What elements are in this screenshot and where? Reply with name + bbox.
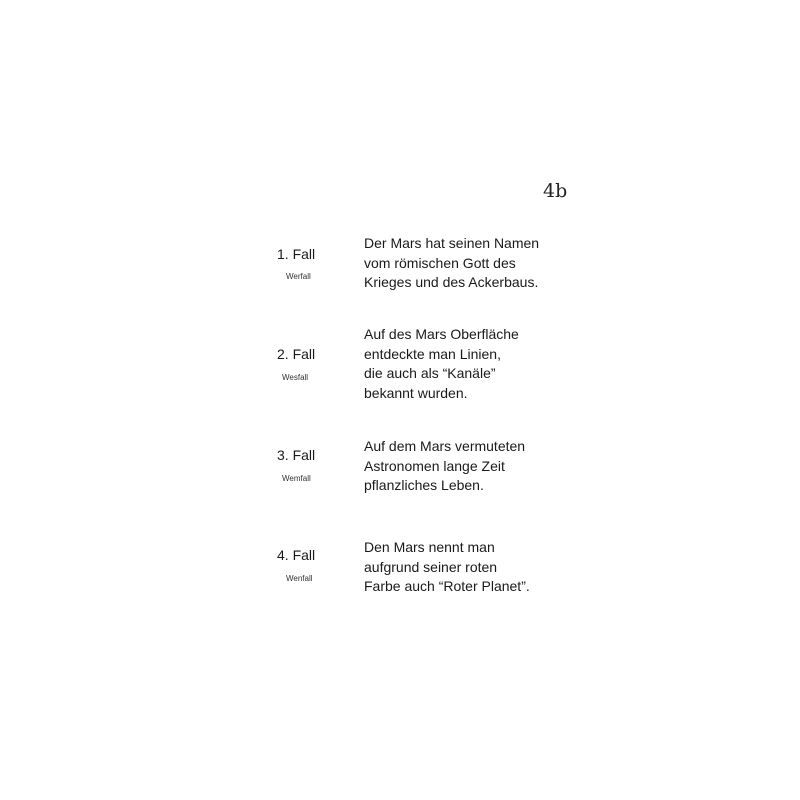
case-label: 3. Fall — [277, 447, 316, 463]
case-text: Auf des Mars Oberfläche entdeckte man Linien, die auch als “Kanäle” bekannt wurden. — [364, 326, 519, 401]
case-sublabel: Wemfall — [282, 474, 311, 483]
case-text: Auf dem Mars vermuteten Astronomen lange Zeit pflanzliches Leben. — [364, 438, 526, 493]
case-sublabel: Wesfall — [282, 373, 309, 382]
case-sublabel: Werfall — [286, 272, 311, 281]
case-sublabel: Wenfall — [286, 574, 313, 583]
case-text: Den Mars nennt man aufgrund seiner roten Farbe auch “Roter Planet”. — [364, 539, 530, 594]
page-number: 4b — [543, 180, 568, 202]
case-text: Der Mars hat seinen Namen vom römischen Gott des Krieges und des Ackerbaus. — [364, 235, 540, 290]
case-label: 1. Fall — [277, 246, 316, 262]
case-label: 2. Fall — [277, 346, 316, 362]
case-label: 4. Fall — [277, 547, 316, 563]
